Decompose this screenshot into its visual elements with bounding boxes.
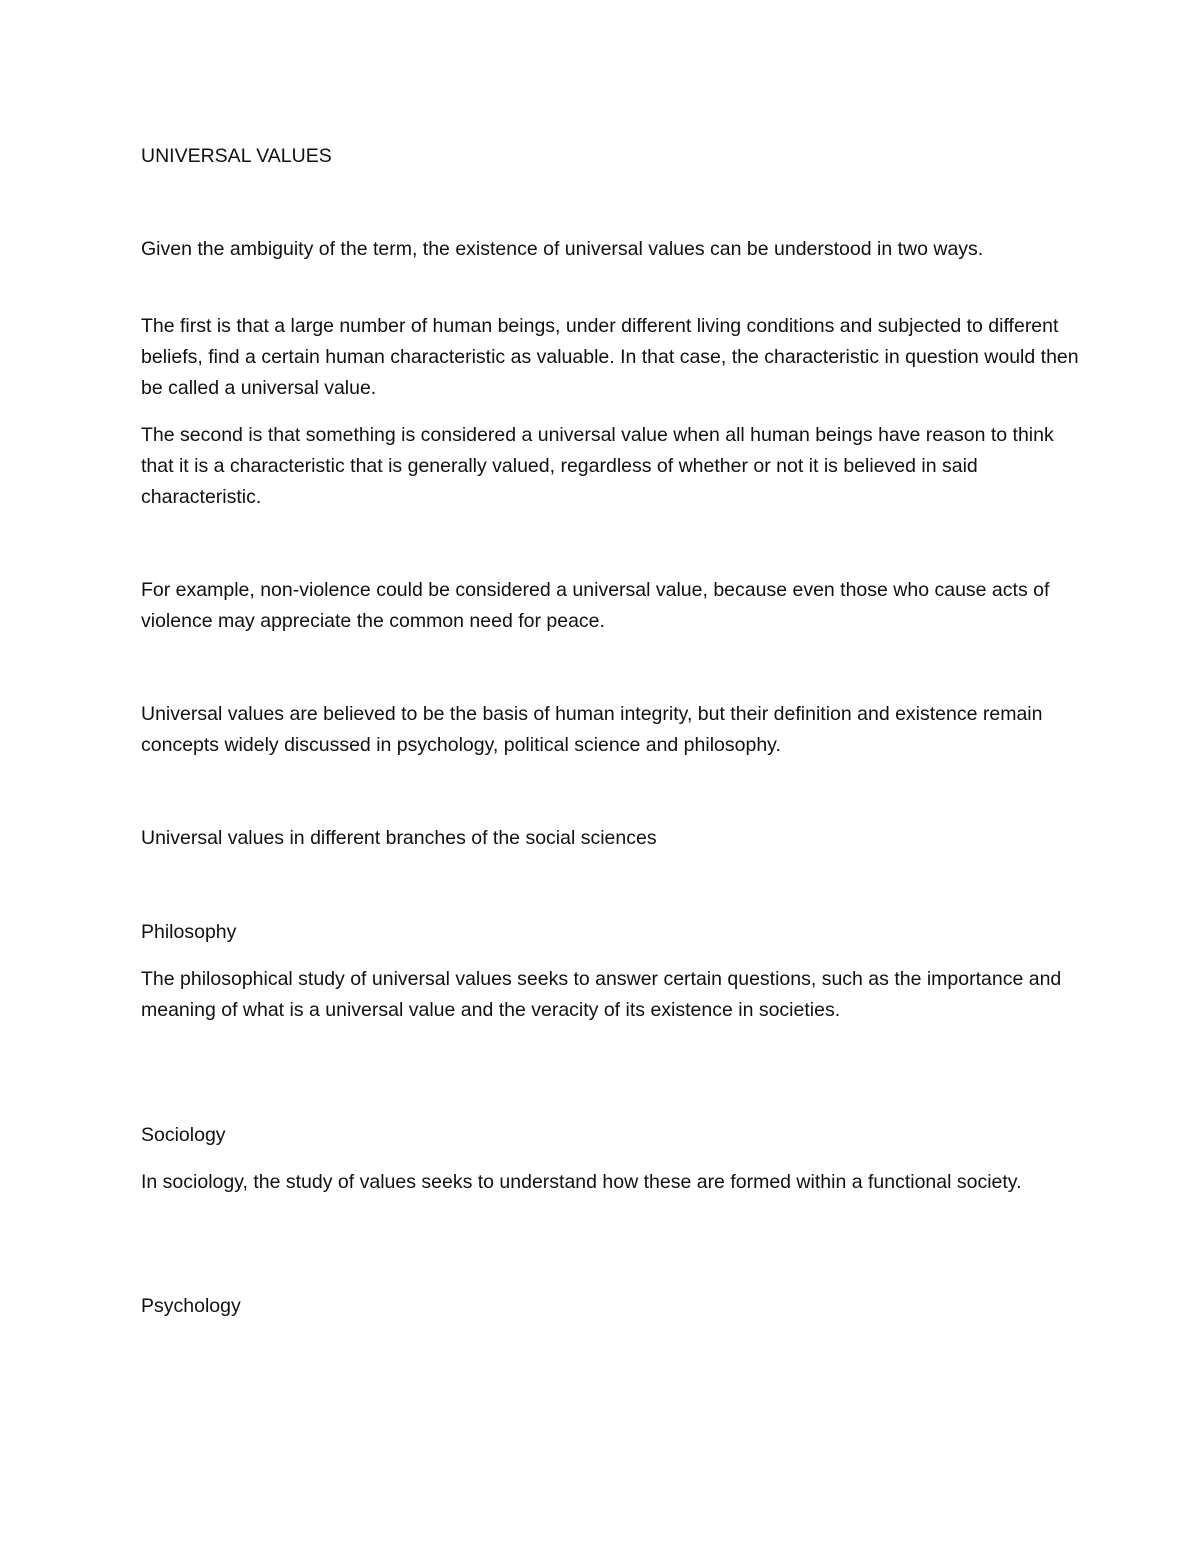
branches-heading: Universal values in different branches of the social sciences (141, 827, 657, 849)
sociology-paragraph: In sociology, the study of values seeks to understand how these are formed within a functional society. (141, 1171, 1022, 1193)
document-title: UNIVERSAL VALUES (141, 145, 332, 167)
intro-paragraph: Given the ambiguity of the term, the existence of universal values can be understood in two ways. (141, 238, 984, 260)
psychology-heading: Psychology (141, 1295, 241, 1317)
example-paragraph: For example, non-violence could be considered a universal value, because even those who cause acts of violence may appreciate the common need for peace. (141, 579, 1050, 632)
second-meaning-paragraph: The second is that something is considered a universal value when all human beings have reason to think that it is a characteristic that is generally valued, regardless of whether or not it is believed in said characteristic. (141, 424, 1054, 508)
basis-paragraph: Universal values are believed to be the basis of human integrity, but their definition and existence remain concepts widely discussed in psychology, political science and philosophy. (141, 703, 1043, 756)
first-meaning-paragraph: The first is that a large number of human beings, under different living conditions and subjected to different beliefs, find a certain human characteristic as valuable. In that case, the characteristic in question would then be called a universal value. (141, 315, 1079, 399)
philosophy-heading: Philosophy (141, 921, 237, 943)
sociology-heading: Sociology (141, 1124, 226, 1146)
philosophy-paragraph: The philosophical study of universal values seeks to answer certain questions, such as the importance and meaning of what is a universal value and the veracity of its existence in societies. (141, 968, 1062, 1021)
